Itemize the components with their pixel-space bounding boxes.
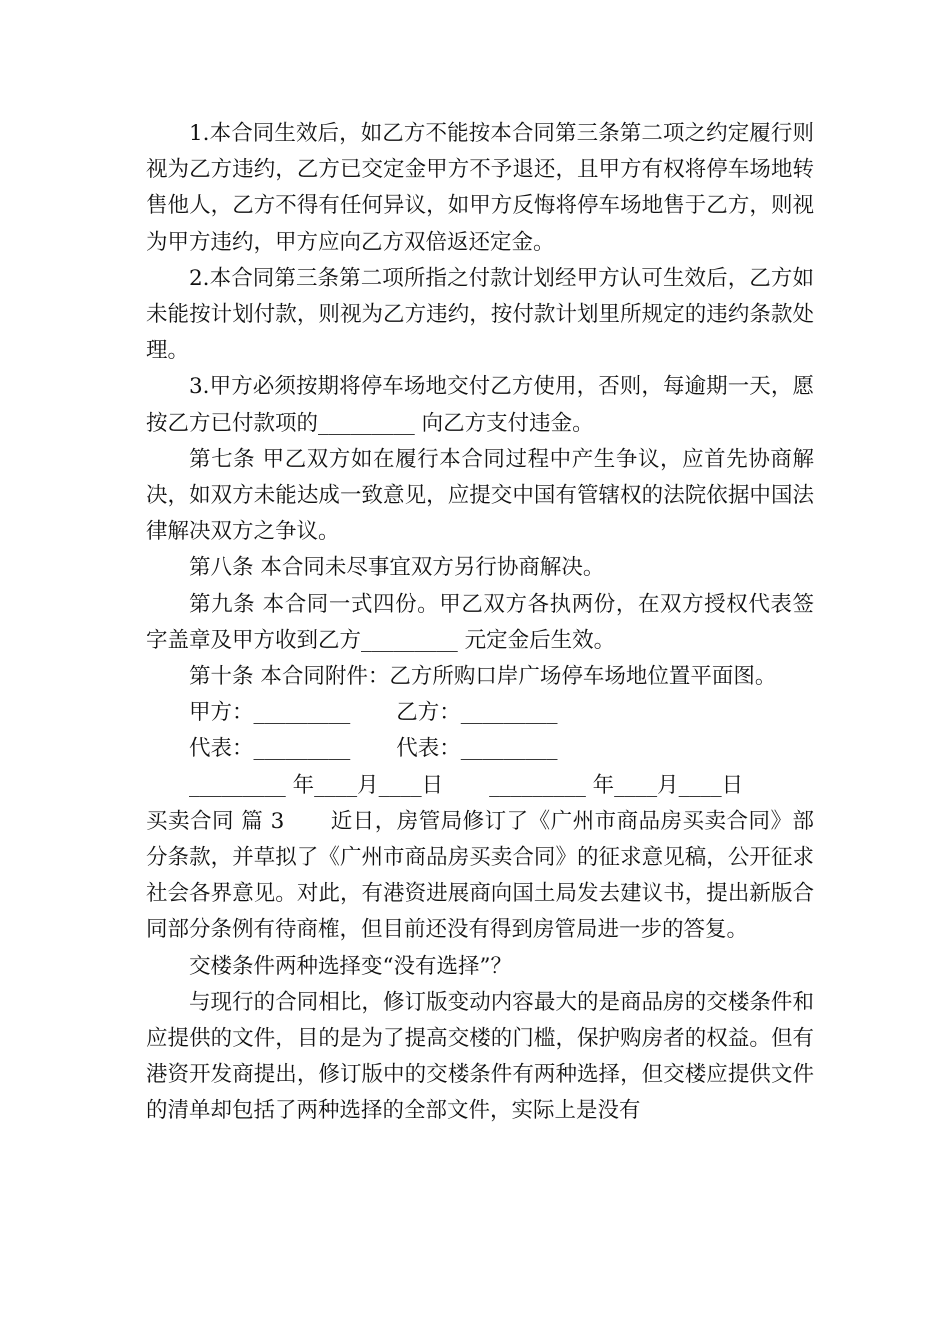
section-body-paragraph: 与现行的合同相比，修订版变动内容最大的是商品房的交楼条件和应提供的文件，目的是为了提高交楼的门槛，保护购房者的权益。但有港资开发商提出，修订版中的交楼条件有两种选择，但交楼应提供文件的清单却包括了两种选择的全部文件，实际上是没有 — [146, 989, 814, 1124]
article-8: 第八条 本合同未尽事宜双方另行协商解决。 — [189, 555, 605, 581]
article-10: 第十条 本合同附件：乙方所购口岸广场停车场地位置平面图。 — [189, 664, 777, 690]
signature-rep-line — [146, 731, 814, 767]
section3-intro-paragraph — [146, 804, 814, 949]
article-7: 第七条 甲乙双方如在履行本合同过程中产生争议，应首先协商解决，如双方未能达成一致意见，应提交中国有管辖权的法院依据中国法律解决双方之争议。 — [146, 446, 814, 545]
section-intro: 近日，房管局修订了《广州市商品房买卖合同》部分条款，并草拟了《广州市商品房买卖合同》的征求意见稿，公开征求社会各界意见。对此，有港资进展商向国土局发去建议书，提出新版合同部分条例有待商榷，但目前还没有得到房管局进一步的答复。 — [146, 808, 814, 943]
date-b: _________ 年____月____日 — [489, 772, 744, 798]
clause-paragraph-2: 2.本合同第三条第二项所指之付款计划经甲方认可生效后，乙方如未能按计划付款，则视为乙方违约，按付款计划里所规定的违约条款处理。 — [146, 265, 814, 364]
article-9: 第九条 本合同一式四份。甲乙双方各执两份，在双方授权代表签字盖章及甲方收到乙方_________ 元定金后生效。 — [146, 591, 814, 653]
document-body — [146, 116, 814, 1130]
party-a-signature: 甲方：_________ — [189, 700, 351, 726]
clause-paragraph-3: 3.甲方必须按期将停车场地交付乙方使用，否则，每逾期一天，愿按乙方已付款项的_________ 向乙方支付违金。 — [146, 374, 814, 436]
date-a: _________ 年____月____日 — [189, 772, 444, 798]
signature-date-line — [146, 768, 814, 804]
section-heading: 买卖合同 篇 3 — [146, 808, 285, 834]
section-subheading: 交楼条件两种选择变“没有选择”？ — [189, 953, 512, 979]
party-b-signature: 乙方：_________ — [396, 700, 558, 726]
clause-paragraph-1: 1.本合同生效后，如乙方不能按本合同第三条第二项之约定履行则视为乙方违约，乙方已交定金甲方不予退还，且甲方有权将停车场地转售他人，乙方不得有任何异议，如甲方反悔将停车场地售于乙方，则视为甲方违约，甲方应向乙方双倍返还定金。 — [146, 121, 814, 255]
rep-b-signature: 代表：_________ — [396, 736, 558, 762]
rep-a-signature: 代表：_________ — [189, 736, 351, 762]
signature-party-line — [146, 695, 814, 731]
